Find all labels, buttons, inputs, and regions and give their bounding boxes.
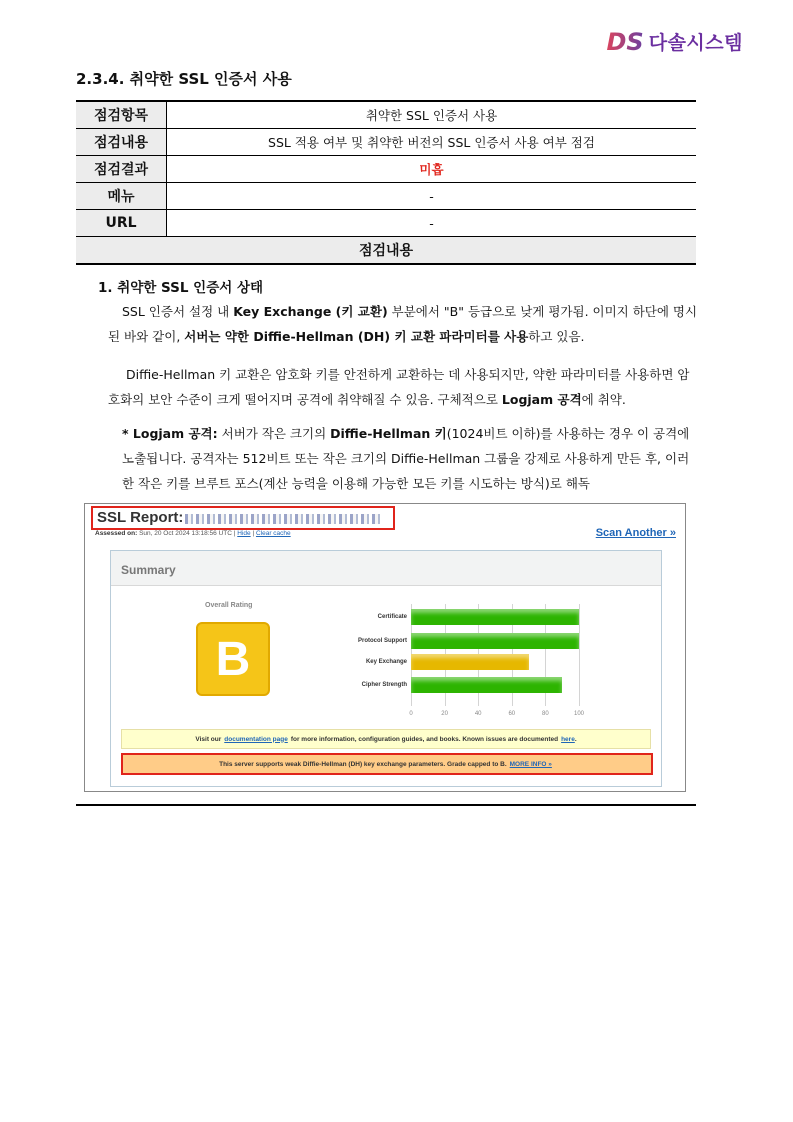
- chart-tick-label: 0: [409, 711, 413, 717]
- ssl-report-screenshot: [84, 503, 686, 792]
- info-notice: [121, 729, 651, 749]
- warning-notice: [121, 753, 653, 775]
- text-run: 부분에서 "B" 등급으로 낮게 평가됨. 이미지 하단에 명시된 바와 같이,: [108, 304, 698, 344]
- inspection-table: [76, 100, 696, 265]
- row-value: -: [167, 210, 697, 237]
- summary-panel: [110, 550, 662, 787]
- text-run-bold: * Logjam 공격:: [122, 426, 218, 441]
- assessed-line: [95, 530, 291, 537]
- text-run-bold: Logjam 공격: [501, 392, 582, 407]
- paragraph: [108, 362, 698, 412]
- assessed-value: Sun, 20 Oct 2024 13:18:56 UTC |: [139, 530, 236, 537]
- notice-text: .: [574, 735, 577, 743]
- paragraph: [122, 421, 697, 496]
- row-label: 점검항목: [76, 101, 167, 129]
- row-value: -: [167, 183, 697, 210]
- text-run-bold: Key Exchange (키 교환): [233, 304, 388, 319]
- report-title-highlight: [91, 506, 395, 530]
- content-title: 1. 취약한 SSL 인증서 상태: [98, 280, 264, 296]
- documentation-link[interactable]: documentation page: [224, 735, 288, 743]
- rating-bar-chart: [331, 604, 601, 724]
- table-row: [76, 237, 696, 265]
- clear-cache-link[interactable]: Clear cache: [255, 530, 291, 537]
- chart-tick-label: 60: [508, 711, 516, 717]
- row-value: 취약한 SSL 인증서 사용: [167, 101, 697, 129]
- section-title: 2.3.4. 취약한 SSL 인증서 사용: [76, 70, 292, 88]
- text-run-bold: 서버는 약한 Diffie-Hellman (DH) 키 교환 파라미터를 사용: [184, 329, 529, 344]
- text-run-bold: Diffie-Hellman 키: [330, 426, 447, 441]
- separator: |: [252, 530, 255, 537]
- warning-text: This server supports weak Diffie-Hellman (DH) key exchange parameters. Grade capped to B.: [219, 760, 507, 768]
- text-run: SSL 인증서 설정 내: [122, 304, 234, 319]
- table-row: [76, 101, 696, 129]
- text-run: (1024비트 이하)를 사용하는 경우 이 공격에 노출됩니다. 공격자는 512비트 또는 작은 크기의 Diffie-Hellman 그룹을 강제로 사용하게 만든 후, 이러한 작은 키를 브루트 포스(계산 능력을 이용해 가능한 모든 키를 시도하는 방식)로 해독: [122, 426, 690, 491]
- table-row: [76, 210, 696, 237]
- text-run: Diffie-Hellman 키 교환은 암호화 키를 안전하게 교환하는 데 사용되지만, 약한 파라미터를 사용하면 암호화의 보안 수준이 크게 떨어지며 공격에 취약해질 수 있음. 구체적으로: [108, 367, 690, 407]
- table-row: [76, 129, 696, 156]
- table-row: [76, 183, 696, 210]
- grade-badge: B: [196, 622, 270, 696]
- chart-bar: [411, 654, 529, 670]
- logo-text: 다솔시스템: [648, 32, 743, 54]
- row-label: 점검내용: [76, 129, 167, 156]
- notice-text: for more information, configuration guides, and books. Known issues are documented: [290, 735, 559, 743]
- logo-mark: DS: [606, 27, 644, 56]
- chart-category-label: Key Exchange: [365, 659, 407, 665]
- text-run: 하고 있음.: [528, 329, 585, 344]
- row-label: 메뉴: [76, 183, 167, 210]
- hide-link[interactable]: Hide: [237, 530, 251, 537]
- chart-category-label: Protocol Support: [358, 638, 407, 644]
- chart-tick-label: 40: [474, 711, 482, 717]
- chart-tick-label: 100: [573, 711, 585, 717]
- report-title: SSL Report:: [97, 509, 184, 526]
- more-info-link[interactable]: MORE INFO »: [509, 760, 552, 768]
- content-header: 점검내용: [76, 237, 696, 265]
- summary-header: [111, 551, 661, 586]
- chart-tick-label: 80: [542, 711, 549, 717]
- overall-rating-label: Overall Rating: [205, 602, 253, 609]
- chart-bar: [411, 609, 579, 625]
- summary-title: Summary: [121, 563, 176, 577]
- chart-category-label: Cipher Strength: [361, 682, 407, 688]
- assessed-label: Assessed on:: [95, 530, 138, 537]
- chart-category-label: Certificate: [377, 614, 407, 620]
- chart-bar: [411, 633, 579, 649]
- redacted-domain: [185, 514, 383, 524]
- row-label: 점검결과: [76, 156, 167, 183]
- paragraph: [108, 299, 698, 349]
- company-logo: [607, 28, 744, 55]
- result-value: 미흡: [167, 156, 697, 183]
- known-issues-link[interactable]: here: [561, 735, 575, 743]
- row-value: SSL 적용 여부 및 취약한 버전의 SSL 인증서 사용 여부 점검: [167, 129, 697, 156]
- bottom-rule: [76, 804, 696, 806]
- text-run: 서버가 작은 크기의: [217, 426, 331, 441]
- scan-another-link[interactable]: Scan Another »: [595, 527, 676, 539]
- chart-bar: [411, 677, 562, 693]
- row-label: URL: [76, 210, 167, 237]
- table-row: [76, 156, 696, 183]
- chart-gridline: [579, 604, 580, 706]
- text-run: 에 취약.: [581, 392, 626, 407]
- chart-tick-label: 20: [441, 711, 448, 717]
- notice-text: Visit our: [195, 735, 222, 743]
